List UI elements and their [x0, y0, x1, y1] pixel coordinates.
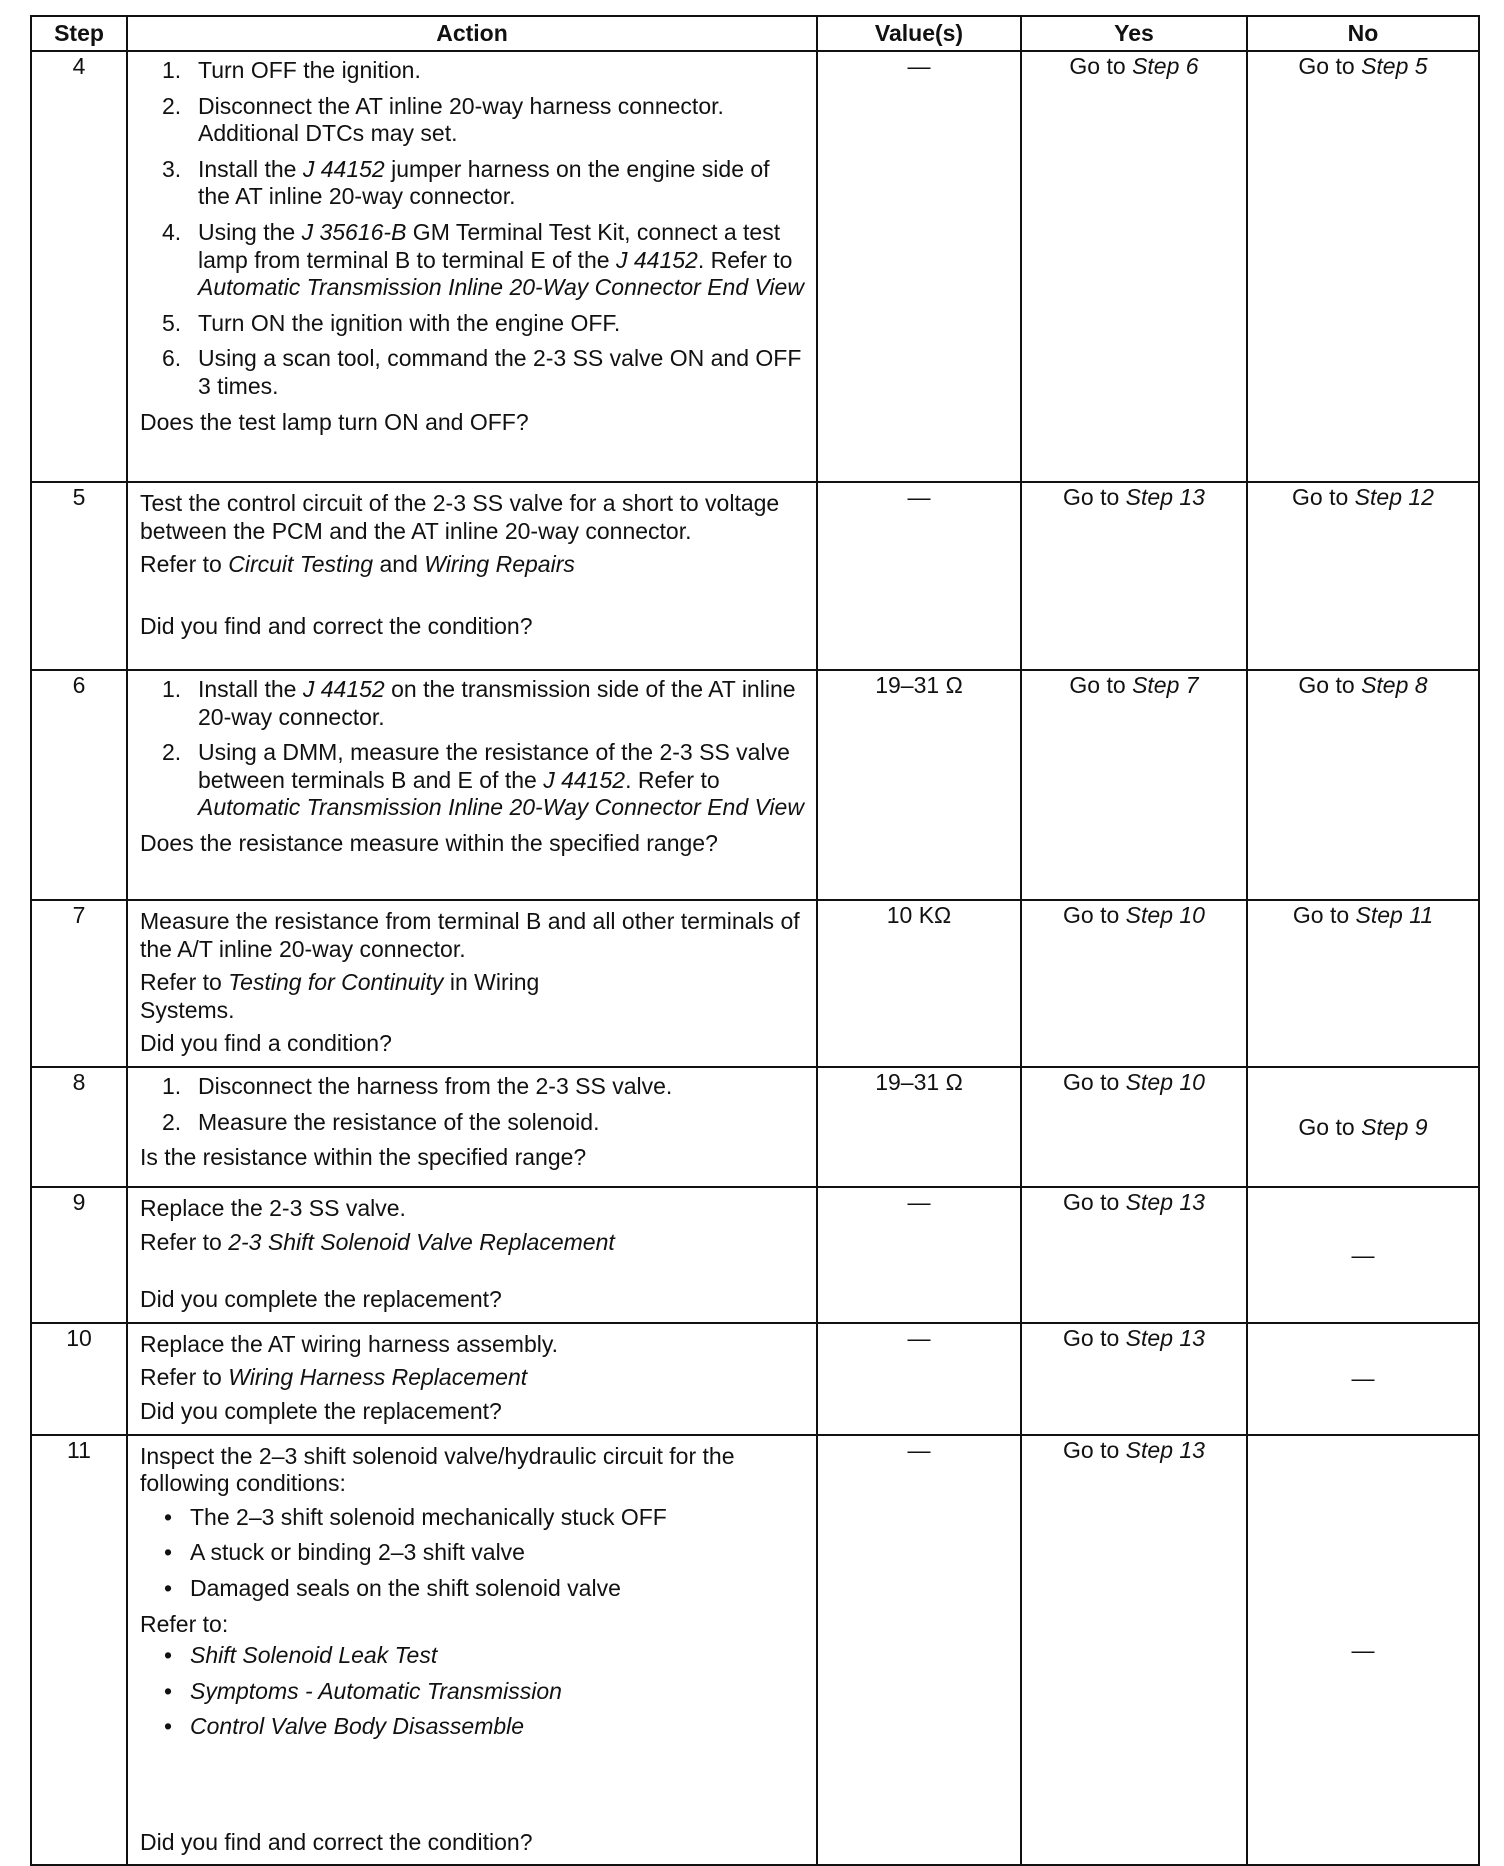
table-row — [31, 1435, 1479, 1866]
yes-cell: Go to Step 6 — [1021, 51, 1247, 482]
list-item: 4. Using the J 35616-B GM Terminal Test Kit, connect a test lamp from terminal B to terminal E of the J 44152. Refer to Automatic Transmission Inline 20-Way Connector End View — [162, 218, 804, 301]
value-cell: 19–31 Ω — [817, 670, 1021, 900]
action-cell — [127, 1187, 817, 1323]
list-item: • Damaged seals on the shift solenoid valve — [140, 1575, 804, 1603]
yes-cell: Go to Step 13 — [1021, 1435, 1247, 1866]
list-item: 2. Disconnect the AT inline 20-way harness connector. Additional DTCs may set. — [162, 92, 724, 147]
action-text: Replace the AT wiring harness assembly. — [140, 1330, 559, 1357]
yes-step-link[interactable]: Step 13 — [1125, 1324, 1205, 1351]
table-row — [31, 1323, 1479, 1435]
header-values: Value(s) — [817, 16, 1021, 51]
question: Did you find and correct the condition? — [140, 1828, 533, 1855]
yes-cell: Go to Step 13 — [1021, 1323, 1247, 1435]
action-cell — [127, 51, 817, 482]
list-item — [140, 1678, 804, 1706]
no-cell: Go to Step 11 — [1247, 900, 1479, 1067]
table-row — [31, 1187, 1479, 1323]
doc-ref: Automatic Transmission Inline 20-Way Connector End View — [198, 274, 804, 301]
list-item — [140, 1642, 804, 1670]
no-step-link[interactable]: Step 9 — [1361, 1113, 1428, 1140]
yes-cell: Go to Step 10 — [1021, 900, 1247, 1067]
list-item: 3. Install the J 44152 jumper harness on the engine side of the AT inline 20-way connector. — [162, 155, 770, 210]
no-step-link[interactable]: Step 11 — [1355, 902, 1434, 928]
action-cell — [127, 900, 817, 1067]
step-number: 4 — [31, 51, 127, 482]
action-text: Measure the resistance from terminal B and all other terminals of the A/T inline 20-way connector. — [140, 908, 800, 962]
tool-ref: J 44152 — [616, 246, 698, 273]
action-cell — [127, 1067, 817, 1187]
table-row — [31, 482, 1479, 670]
no-cell: Go to Step 12 — [1247, 482, 1479, 670]
doc-ref: Shift Solenoid Leak Test — [190, 1642, 438, 1669]
action-steps — [140, 57, 804, 401]
doc-ref: 2-3 Shift Solenoid Valve Replacement — [228, 1228, 615, 1255]
yes-cell: Go to Step 7 — [1021, 670, 1247, 900]
doc-ref: Testing for Continuity — [228, 969, 444, 996]
list-item: 2. Measure the resistance of the solenoid. — [162, 1108, 600, 1135]
tool-ref: J 44152 — [302, 155, 385, 182]
reference: Refer to Wiring Harness Replacement — [140, 1364, 528, 1391]
yes-cell: Go to Step 13 — [1021, 1187, 1247, 1323]
question: Did you find and correct the condition? — [140, 612, 533, 639]
table-row — [31, 51, 1479, 482]
doc-ref: Circuit Testing — [228, 551, 374, 578]
action-cell — [127, 670, 817, 900]
doc-ref: Control Valve Body Disassemble — [190, 1713, 525, 1740]
reference: Refer to 2-3 Shift Solenoid Valve Replacement — [140, 1228, 615, 1255]
list-item: • The 2–3 shift solenoid mechanically stuck OFF — [140, 1504, 804, 1532]
header-row — [31, 16, 1479, 51]
question: Did you complete the replacement? — [140, 1286, 502, 1313]
value-cell: — — [817, 51, 1021, 482]
list-item: 6. Using a scan tool, command the 2-3 SS valve ON and OFF 3 times. — [162, 345, 802, 399]
yes-step-link[interactable]: Step 13 — [1125, 484, 1205, 510]
reference: Refer to Circuit Testing and Wiring Repairs — [140, 551, 575, 578]
no-step-link[interactable]: Step 5 — [1361, 53, 1428, 79]
list-item: 1. Disconnect the harness from the 2-3 SS valve. — [162, 1072, 673, 1099]
step-number: 9 — [31, 1187, 127, 1323]
value-cell: 19–31 Ω — [817, 1067, 1021, 1187]
action-cell — [127, 1435, 817, 1866]
action-cell — [127, 482, 817, 670]
no-step-link[interactable]: Step 12 — [1354, 484, 1434, 510]
doc-ref: Symptoms - Automatic Transmission — [190, 1677, 562, 1704]
list-item: • A stuck or binding 2–3 shift valve — [140, 1539, 804, 1567]
value-cell: — — [817, 482, 1021, 670]
question: Did you find a condition? — [140, 1030, 392, 1057]
diagnostic-table — [30, 15, 1480, 1866]
value-cell: — — [817, 1187, 1021, 1323]
yes-cell: Go to Step 10 — [1021, 1067, 1247, 1187]
header-yes: Yes — [1021, 16, 1247, 51]
header-step: Step — [31, 16, 127, 51]
value-cell: — — [817, 1323, 1021, 1435]
yes-step-link[interactable]: Step 13 — [1125, 1436, 1205, 1463]
doc-ref: Wiring Repairs — [424, 551, 575, 578]
yes-step-link[interactable]: Step 13 — [1125, 1188, 1205, 1215]
value-cell: 10 KΩ — [817, 900, 1021, 1067]
no-cell: — — [1247, 1435, 1479, 1866]
refer-label: Refer to: — [140, 1610, 229, 1637]
question: Does the resistance measure within the specified range? — [140, 829, 718, 856]
table-row — [31, 900, 1479, 1067]
value-cell: — — [817, 1435, 1021, 1866]
list-item: 1. Turn OFF the ignition. — [162, 57, 421, 83]
step-number: 6 — [31, 670, 127, 900]
no-cell: — — [1247, 1323, 1479, 1435]
yes-step-link[interactable]: Step 10 — [1125, 1068, 1205, 1095]
list-item — [140, 1713, 804, 1741]
action-text: Inspect the 2–3 shift solenoid valve/hydraulic circuit for the following conditions: — [140, 1442, 735, 1497]
table-row — [31, 670, 1479, 900]
no-cell: Go to Step 8 — [1247, 670, 1479, 900]
action-cell — [127, 1323, 817, 1435]
list-item: 2. Using a DMM, measure the resistance of the 2-3 SS valve between terminals B and E of the J 44152. Refer to Automatic Transmission Inline 20-Way Connector End View — [162, 739, 804, 821]
tool-ref: J 44152 — [302, 676, 385, 702]
step-number: 7 — [31, 900, 127, 1067]
step-number: 5 — [31, 482, 127, 670]
no-cell: — — [1247, 1187, 1479, 1323]
action-steps — [140, 676, 804, 822]
doc-ref: Wiring Harness Replacement — [228, 1364, 528, 1391]
tool-ref: J 35616-B — [301, 218, 407, 245]
step-number: 8 — [31, 1067, 127, 1187]
list-item: 5. Turn ON the ignition with the engine OFF. — [162, 309, 621, 336]
reference-list — [140, 1642, 804, 1741]
reference: Refer to Testing for Continuity in Wiring Systems. — [140, 969, 540, 1023]
yes-step-link[interactable]: Step 6 — [1132, 53, 1199, 79]
action-steps — [140, 1073, 804, 1136]
no-cell: Go to Step 5 — [1247, 51, 1479, 482]
header-action: Action — [127, 16, 817, 51]
tool-ref: J 44152 — [543, 766, 626, 793]
no-step-link[interactable]: Step 8 — [1361, 672, 1428, 698]
no-cell: Go to Step 9 — [1247, 1067, 1479, 1187]
condition-list — [140, 1504, 804, 1603]
action-text: Replace the 2-3 SS valve. — [140, 1194, 406, 1221]
question: Does the test lamp turn ON and OFF? — [140, 408, 529, 435]
table-row — [31, 1067, 1479, 1187]
yes-cell: Go to Step 13 — [1021, 482, 1247, 670]
step-number: 10 — [31, 1323, 127, 1435]
question: Is the resistance within the specified range? — [140, 1144, 587, 1171]
yes-step-link[interactable]: Step 10 — [1125, 902, 1205, 928]
yes-step-link[interactable]: Step 7 — [1132, 672, 1199, 698]
step-number: 11 — [31, 1435, 127, 1866]
action-text: Test the control circuit of the 2-3 SS valve for a short to voltage between the PCM and the AT inline 20-way connector. — [140, 490, 780, 544]
header-no: No — [1247, 16, 1479, 51]
doc-ref: Automatic Transmission Inline 20-Way Connector End View — [198, 794, 804, 821]
question: Did you complete the replacement? — [140, 1397, 502, 1424]
list-item: 1. Install the J 44152 on the transmission side of the AT inline 20-way connector. — [162, 676, 796, 730]
